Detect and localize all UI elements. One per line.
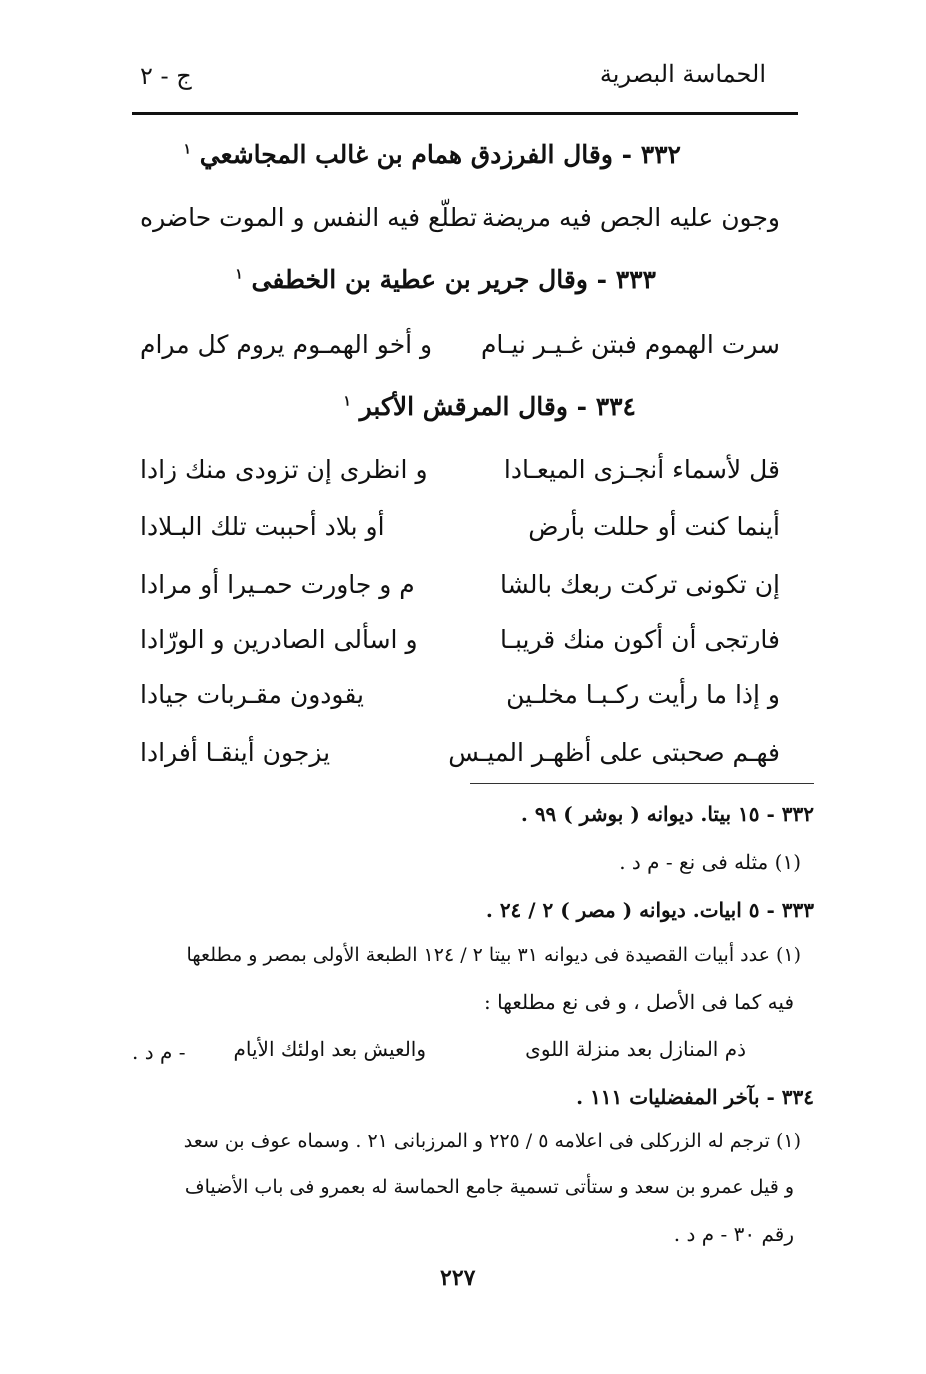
verse-hemistich-first: وجون عليه الجص فيه مريضة bbox=[481, 203, 780, 232]
verse-line bbox=[140, 455, 780, 495]
note-verse-first: ذم المنازل بعد منزلة اللوى bbox=[525, 1037, 746, 1061]
verse-line bbox=[140, 330, 780, 370]
note-line: و قيل عمرو بن سعد و ستأتى تسمية جامع الحماسة له بعمرو فى باب الأضياف bbox=[184, 1176, 794, 1198]
running-head-title: الحماسة البصرية bbox=[599, 60, 766, 88]
footnote-mark: ١ bbox=[183, 141, 192, 158]
verse-hemistich-second: تطلّع فيه النفس و الموت حاضره bbox=[140, 203, 478, 232]
note-line: ٣٣٢ - ١٥ بيتا. ديوانه ( بوشر ) ٩٩ . bbox=[520, 802, 814, 826]
verse-line bbox=[140, 512, 780, 552]
note-verse-second: والعيش بعد اولئك الأيام bbox=[233, 1037, 426, 1061]
verse-line bbox=[140, 738, 780, 778]
verse-hemistich-first: و إذا ما رأيت ركـبـا مخلـين bbox=[506, 680, 780, 709]
verse-hemistich-first: فارتجى أن أكون منك قريبـا bbox=[500, 625, 780, 654]
verse-hemistich-second: و اسألى الصادرين و الورّادا bbox=[140, 625, 418, 654]
note-attribution: - م د . bbox=[132, 1040, 186, 1064]
verse-hemistich-second: و انظرى إن تزودى منك زادا bbox=[140, 455, 428, 484]
footnote-separator bbox=[470, 783, 814, 784]
verse-hemistich-second: يزجون أينقـا أفرادا bbox=[140, 738, 331, 767]
verse-hemistich-second: م و جاورت حمـيرا أو مرادا bbox=[140, 570, 415, 599]
note-line: فيه كما فى الأصل ، و فى نع مطلعها : bbox=[483, 990, 794, 1014]
verse-hemistich-first: أينما كنت أو حللت بأرض bbox=[528, 512, 780, 541]
verse-line bbox=[140, 570, 780, 610]
section-heading-333: ٣٣٣ - وقال جرير بن عطية بن الخطفى $^١$ bbox=[235, 265, 656, 294]
note-line: (١) مثله فى نع - م د . bbox=[619, 850, 801, 874]
verse-hemistich-first: إن تكونى تركت ربعك بالشا bbox=[499, 570, 780, 599]
verse-line bbox=[140, 680, 780, 720]
section-heading-332: ٣٣٢ - وقال الفرزدق همام بن غالب المجاشعي $^١$ bbox=[183, 140, 681, 169]
verse-hemistich-second: أو بلاد أحببت تلك البـلادا bbox=[140, 512, 385, 541]
verse-hemistich-first: فهـم صحبتى على أظهـر الميـس bbox=[448, 738, 780, 767]
verse-line bbox=[140, 625, 780, 665]
note-line: ٣٣٣ - ٥ ابيات. ديوانه ( مصر ) ٢ / ٢٤ . bbox=[485, 898, 814, 922]
note-line: (١) عدد أبيات القصيدة فى ديوانه ٣١ بيتا ٢ / ١٢٤ الطبعة الأولى بمصر و مطلعها bbox=[186, 944, 801, 966]
verse-hemistich-second: يقودون مقـربات جيادا bbox=[140, 680, 364, 709]
note-line: (١) ترجم له الزركلى فى اعلامه ٥ / ٢٢٥ و المرزبانى ٢١ . وسماه عوف بن سعد bbox=[183, 1130, 801, 1152]
verse-line bbox=[140, 203, 780, 243]
running-head-volume: ج - ٢ bbox=[140, 62, 192, 90]
verse-hemistich-second: و أخو الهمـوم يروم كل مرام bbox=[140, 330, 433, 359]
section-heading-334: ٣٣٤ - وقال المرقش الأكبر $^١$ bbox=[343, 392, 636, 421]
footnote-mark: ١ bbox=[343, 393, 351, 410]
note-line: رقم ٣٠ - م د . bbox=[673, 1222, 794, 1246]
note-line: ٣٣٤ - بآخر المفضليات ١١١ . bbox=[576, 1085, 814, 1109]
footnote-mark: ١ bbox=[235, 266, 243, 283]
page-number: ٢٢٧ bbox=[440, 1265, 476, 1291]
header-rule bbox=[132, 112, 798, 115]
verse-hemistich-first: قل لأسماء أنجـزى الميعـادا bbox=[503, 455, 780, 484]
verse-hemistich-first: سرت الهموم فبتن غـيـر نيـام bbox=[480, 330, 780, 359]
